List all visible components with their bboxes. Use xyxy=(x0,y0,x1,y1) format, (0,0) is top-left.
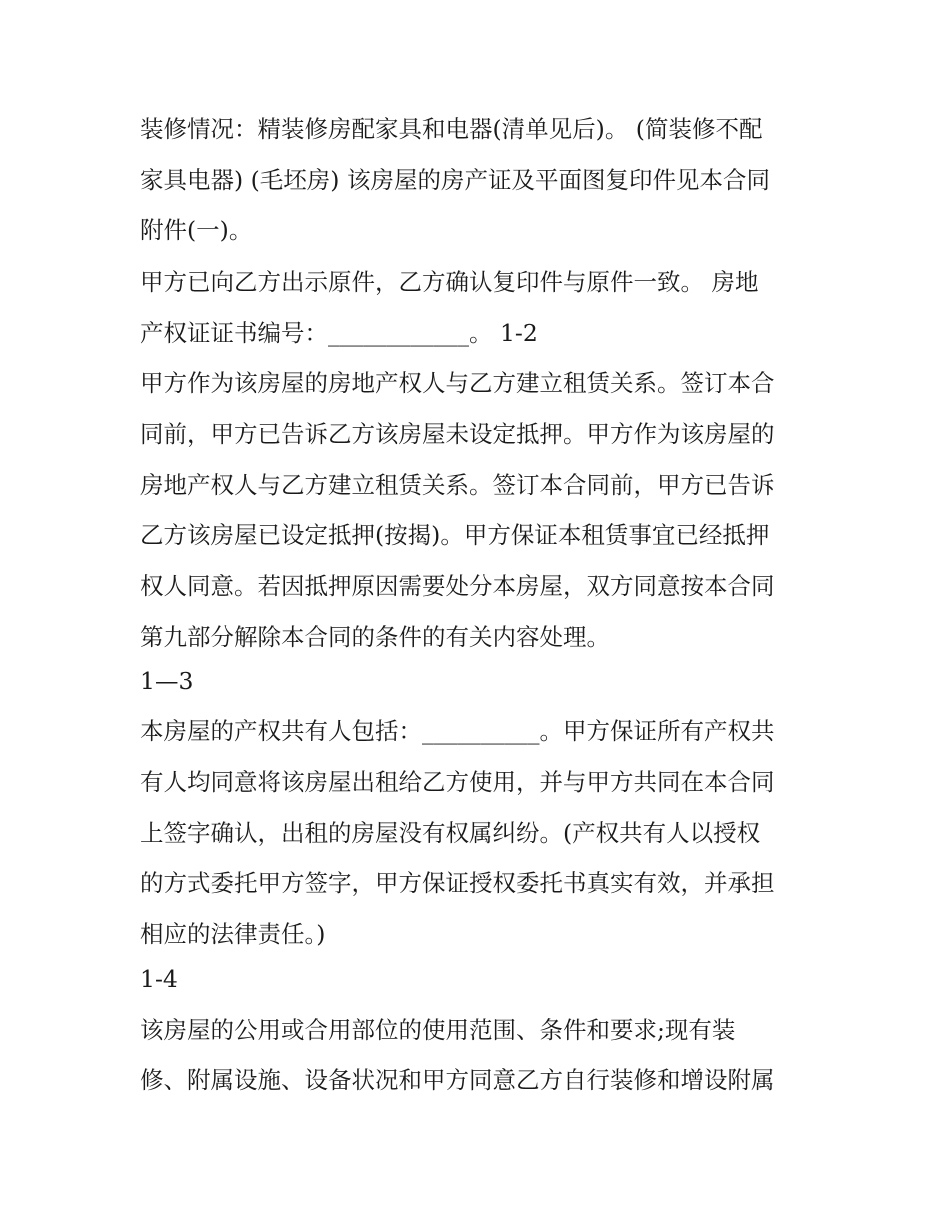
text-line: 产权证证书编号：____________。 1-2 xyxy=(140,319,538,347)
text-line: 装修情况：精装修房配家具和电器(清单见后)。 (简装修不配 xyxy=(140,115,763,143)
text-line: 该房屋的公用或合用部位的使用范围、条件和要求;现有装 xyxy=(140,1016,736,1044)
text-line: 相应的法律责任。) xyxy=(140,920,326,948)
text-line: 同前，甲方已告诉乙方该房屋未设定抵押。甲方作为该房屋的 xyxy=(140,420,775,448)
text-line: 权人同意。若因抵押原因需要处分本房屋，双方同意按本合同 xyxy=(140,572,775,600)
text-line: 第九部分解除本合同的条件的有关内容处理。 xyxy=(140,623,610,651)
text-line: 修、附属设施、设备状况和甲方同意乙方自行装修和增设附属 xyxy=(140,1066,775,1094)
text-line: 有人均同意将该房屋出租给乙方使用，并与甲方共同在本合同 xyxy=(140,768,775,796)
text-line: 本房屋的产权共有人包括：__________。甲方保证所有产权共 xyxy=(140,717,775,745)
text-line: 家具电器) (毛坯房) 该房屋的房产证及平面图复印件见本合同 xyxy=(140,166,770,194)
text-line: 附件(一)。 xyxy=(140,216,253,244)
text-line: 的方式委托甲方签字，甲方保证授权委托书真实有效，并承担 xyxy=(140,869,775,897)
section-number: 1-4 xyxy=(140,965,178,993)
text-line: 乙方该房屋已设定抵押(按揭)。甲方保证本租赁事宜已经抵押 xyxy=(140,521,770,549)
section-number: 1—3 xyxy=(140,667,194,695)
text-line: 上签字确认，出租的房屋没有权属纠纷。(产权共有人以授权 xyxy=(140,819,761,847)
text-line: 甲方已向乙方出示原件，乙方确认复印件与原件一致。 房地 xyxy=(140,268,759,296)
text-line: 房地产权人与乙方建立租赁关系。签订本合同前，甲方已告诉 xyxy=(140,471,775,499)
text-line: 甲方作为该房屋的房地产权人与乙方建立租赁关系。签订本合 xyxy=(140,369,775,397)
